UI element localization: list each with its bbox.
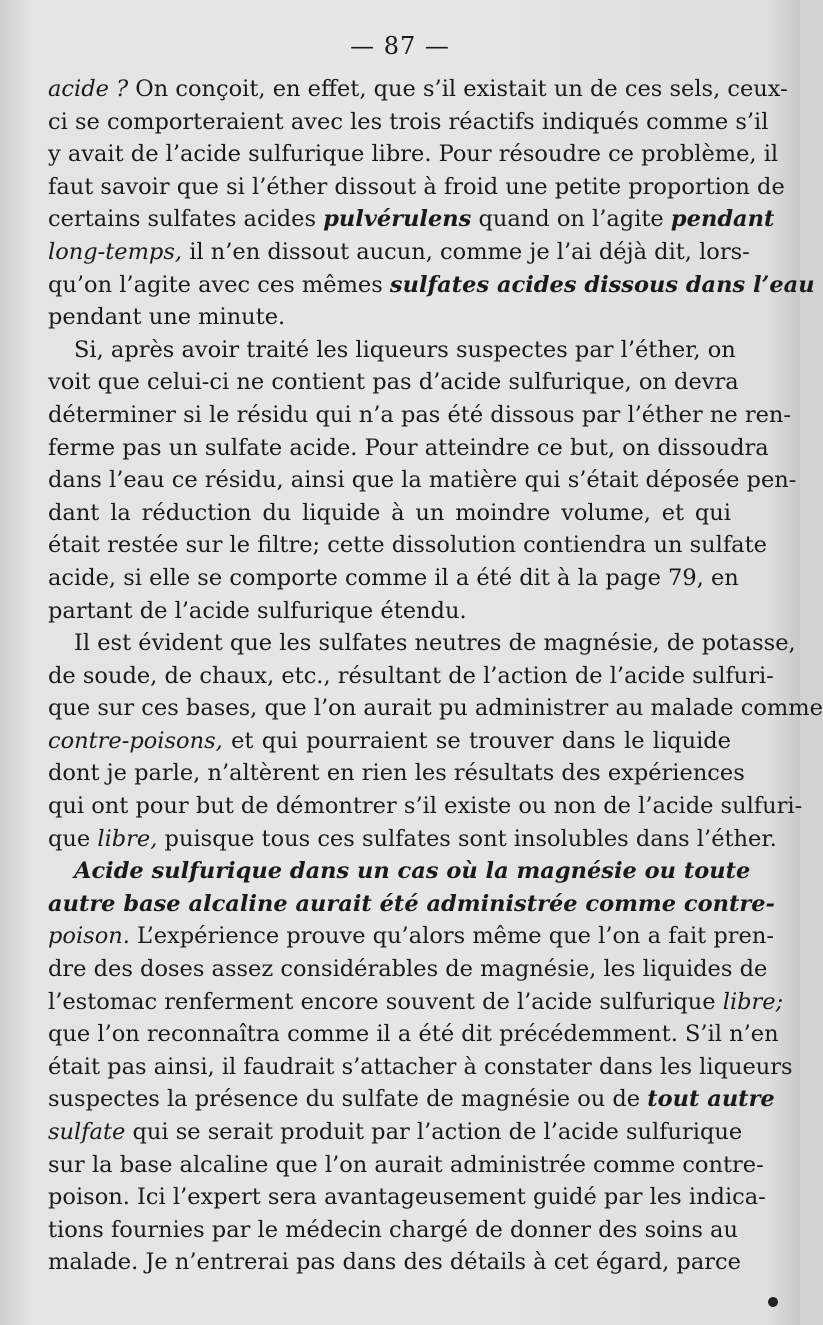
text-line <box>48 823 777 856</box>
text-line <box>48 171 785 204</box>
text-segment: il n’en dissout aucun, comme je l’ai déjà dit, lors- <box>182 238 750 265</box>
text-segment: dre des doses assez considérables de magnésie, les liquides de <box>48 956 768 983</box>
text-segment: que l’on reconnaîtra comme il a été dit précédemment. S’il n’en <box>48 1021 779 1048</box>
text-segment: qui se serait produit par l’action de l’acide sulfurique <box>125 1119 743 1145</box>
text-line <box>48 529 767 562</box>
text-segment: long-temps, <box>48 238 183 265</box>
text-segment: sur la base alcaline que l’on aurait administrée comme contre- <box>48 1151 764 1178</box>
text-line <box>48 855 751 888</box>
text-line <box>48 1214 738 1247</box>
text-segment: puisque tous ces sulfates sont insolubles dans l’éther. <box>157 825 777 852</box>
text-segment: partant de l’acide sulfurique étendu. <box>48 597 467 624</box>
text-line <box>48 920 774 953</box>
text-line <box>48 432 769 465</box>
text-line <box>48 497 731 530</box>
text-line <box>48 660 774 693</box>
text-segment: acide ? <box>48 76 129 102</box>
text-segment: autre base alcaline aurait été administrée comme contre- <box>48 890 775 917</box>
text-line <box>48 888 775 921</box>
text-line <box>48 1181 766 1214</box>
text-segment: de soude, de chaux, etc., résultant de l’action de l’acide sulfuri- <box>48 662 774 689</box>
text-segment: acide, si elle se comporte comme il a été dit à la page 79, en <box>48 564 739 591</box>
text-line <box>48 106 769 139</box>
text-segment: faut savoir que si l’éther dissout à froid une petite proportion de <box>48 173 785 200</box>
text-segment: pendant une minute. <box>48 304 286 331</box>
text-segment: pulvérulens <box>323 206 472 233</box>
text-segment: pendant <box>670 206 775 233</box>
text-line <box>48 790 803 823</box>
text-line <box>48 366 739 399</box>
text-segment: libre, <box>97 825 158 852</box>
text-line <box>48 1246 741 1279</box>
text-segment: et qui pourraient se trouver dans le liquide <box>222 727 731 754</box>
text-segment: dont je parle, n’altèrent en rien les résultats des expériences <box>48 760 745 787</box>
text-segment: sulfates acides dissous dans l’eau <box>389 271 815 298</box>
text-line <box>48 334 736 367</box>
text-segment: On conçoit, en effet, que s’il existait un de ces sels, ceux- <box>128 76 788 102</box>
text-line <box>48 627 796 660</box>
text-segment: ci se comporteraient avec les trois réactifs indiqués comme s’il <box>48 108 769 135</box>
text-segment: dans l’eau ce résidu, ainsi que la matière qui s’était déposée pen- <box>48 467 797 494</box>
text-segment: que sur ces bases, que l’on aurait pu administrer au malade comme <box>48 695 823 722</box>
text-segment: Acide sulfurique dans un cas où la magnésie ou toute <box>74 858 751 885</box>
text-line <box>48 269 815 302</box>
text-line <box>48 236 750 269</box>
text-line <box>48 595 731 628</box>
text-segment: ferme pas un sulfate acide. Pour atteindre ce but, on dissoudra <box>48 434 769 461</box>
text-segment: malade. Je n’entrerai pas dans des détails à cet égard, parce <box>48 1249 741 1276</box>
text-segment: qui ont pour but de démontrer s’il existe ou non de l’acide sulfuri- <box>48 793 803 820</box>
body-text <box>48 73 823 1279</box>
text-segment: suspectes la présence du sulfate de magnésie ou de <box>48 1086 648 1113</box>
text-segment: l’estomac renferment encore souvent de l’acide sulfurique <box>48 988 723 1015</box>
text-segment: était pas ainsi, il faudrait s’attacher à constater dans les liqueurs <box>48 1053 793 1080</box>
text-segment: poison. Ici l’expert sera avantageusement guidé par les indica- <box>48 1184 766 1211</box>
text-segment: tout autre <box>647 1086 775 1113</box>
text-segment: Il est évident que les sulfates neutres de magnésie, de potasse, <box>74 630 796 657</box>
text-line <box>48 757 745 790</box>
text-line <box>48 464 797 497</box>
text-segment: était restée sur le filtre; cette dissolution contiendra un sulfate <box>48 532 767 559</box>
text-line <box>48 692 823 725</box>
text-segment: certains sulfates acides <box>48 206 324 233</box>
text-segment: voit que celui-ci ne contient pas d’acide sulfurique, on devra <box>48 369 739 396</box>
text-line <box>48 73 788 106</box>
text-line <box>48 725 731 758</box>
text-line <box>48 1149 764 1182</box>
text-line <box>48 138 779 171</box>
text-line <box>48 953 768 986</box>
text-line <box>48 399 791 432</box>
text-segment: déterminer si le résidu qui n’a pas été dissous par l’éther ne ren- <box>48 401 791 428</box>
text-segment: libre; <box>722 988 784 1015</box>
text-segment: poison. <box>48 923 130 950</box>
text-line <box>48 1116 743 1149</box>
text-line <box>48 986 784 1019</box>
text-segment: que <box>48 825 98 852</box>
text-segment: y avait de l’acide sulfurique libre. Pour résoudre ce problème, il <box>48 141 779 168</box>
text-segment: L’expérience prouve qu’alors même que l’on a fait pren- <box>129 923 774 950</box>
text-line <box>48 562 739 595</box>
ink-spot <box>767 1296 780 1309</box>
page-number: — 87 — <box>350 32 450 60</box>
text-segment: contre-poisons, <box>48 727 223 754</box>
text-segment: dant la réduction du liquide à un moindre volume, et qui <box>48 499 731 526</box>
text-segment: quand on l’agite <box>471 206 671 233</box>
text-segment: Si, après avoir traité les liqueurs suspectes par l’éther, on <box>74 336 736 363</box>
text-segment: sulfate <box>48 1119 126 1145</box>
text-line <box>48 203 775 236</box>
text-line <box>48 1018 779 1051</box>
text-segment: qu’on l’agite avec ces mêmes <box>48 271 390 298</box>
text-segment: tions fournies par le médecin chargé de donner des soins au <box>48 1216 738 1243</box>
text-line <box>48 1051 793 1084</box>
text-line <box>48 1083 775 1116</box>
text-line <box>48 301 731 334</box>
